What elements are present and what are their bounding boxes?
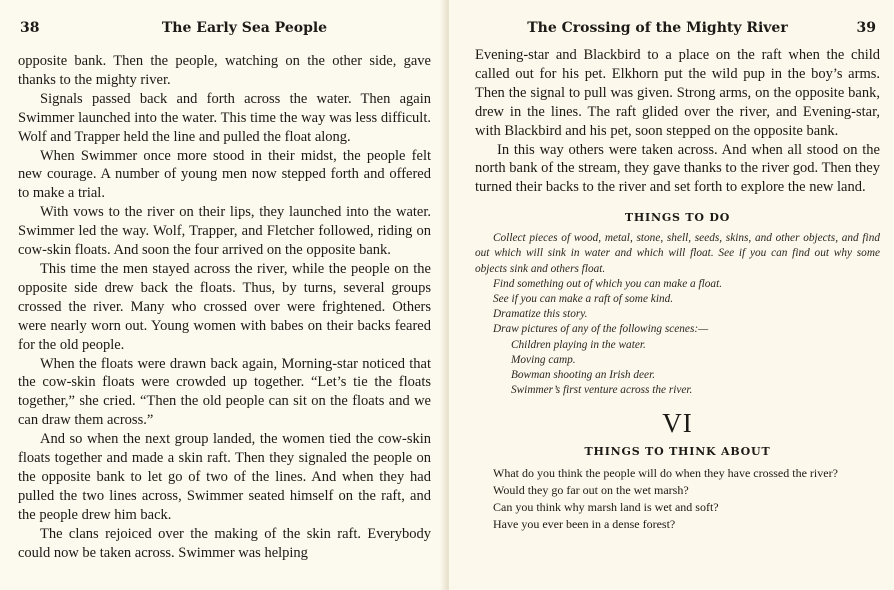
- paragraph: The clans rejoiced over the making of the skin raft. Everybody could now be taken across. Swimmer was helping: [18, 525, 431, 561]
- paragraph: opposite bank. Then the people, watching on the other side, gave thanks to the mighty river.: [18, 53, 431, 88]
- scene-item: Moving camp.: [511, 353, 576, 366]
- paragraph: This time the men stayed across the river, while the people on the opposite side drew back the floats. Thus, by turns, several groups crossed the river. Many who crossed over were frightened. Others were nearly worn out. Young women with babes on their backs feared for the old people.: [18, 260, 431, 353]
- paragraph: With vows to the river on their lips, they launched into the water. Swimmer led the way. Wolf, Trapper, and Fletcher followed, riding on cow-skin floats. And soon the four arrived on the opposite bank.: [18, 204, 431, 259]
- think-intro: What do you think the people will do when they have crossed the river?: [493, 466, 838, 481]
- left-page-header: [18, 0, 431, 38]
- paragraph: When Swimmer once more stood in their midst, the people felt new courage. A number of young men now stepped forth and offered to make a trial.: [18, 147, 431, 202]
- things-to-do-heading: THINGS TO DO: [624, 211, 731, 225]
- paragraph: When the floats were drawn back again, Morning-star noticed that the cow-skin floats were crowded up together. “Let’s tie the floats together,” she cried. “Then the old people can sit on the floats and we can draw them across.”: [18, 355, 431, 429]
- chapter-numeral: VI: [662, 408, 693, 439]
- left-body-text: [18, 52, 431, 562]
- todo-item: Find something out of which you can make a float.: [493, 277, 723, 290]
- paragraph: Evening-star and Blackbird to a place on the raft when the child called out for his pet. Elkhorn put the wild pup in the boy’s arms. Then the signal to pull was given. Strong arms, on the opposite bank, drew in the lines. The raft glided over the river, and Evening-star, with Blackbird and his pet, soon stepped on the opposite bank.: [475, 47, 880, 139]
- things-to-think-list: [475, 465, 880, 532]
- right-page-header: [475, 0, 880, 38]
- todo-intro: Collect pieces of wood, metal, stone, shell, seeds, skins, and other objects, and find out which will sink in water and which will float. See if you can find out why some objects sink and others float.: [475, 232, 880, 275]
- running-title: The Early Sea People: [161, 20, 328, 36]
- think-item: Would they go far out on the wet marsh?: [493, 483, 689, 498]
- page-number: 38: [20, 20, 40, 36]
- think-item: Can you think why marsh land is wet and soft?: [493, 500, 719, 515]
- scene-item: Bowman shooting an Irish deer.: [511, 369, 656, 382]
- paragraph: In this way others were taken across. And when all stood on the north bank of the stream, they gave thanks to the river god. Then they turned their backs to the river and set forth to explore the new land.: [475, 141, 880, 196]
- running-title: The Crossing of the Mighty River: [527, 20, 788, 36]
- things-to-do-list: [475, 231, 880, 398]
- todo-item: See if you can make a raft of some kind.: [493, 293, 674, 306]
- scene-item: Children playing in the water.: [511, 338, 646, 351]
- scene-item: Swimmer’s first venture across the river.: [511, 384, 693, 397]
- page-number: 39: [856, 20, 876, 36]
- right-page: [449, 0, 894, 590]
- right-body-text: [475, 46, 880, 197]
- todo-item: Dramatize this story.: [493, 308, 588, 321]
- paragraph: And so when the next group landed, the women tied the cow-skin floats together and made a skin raft. Then they signaled the people on the opposite bank to let go of two of the lines. And when they had pulled the two lines across, Swimmer seated himself on the raft, and the people drew him back.: [18, 431, 431, 523]
- left-page: [0, 0, 445, 590]
- todo-item: Draw pictures of any of the following scenes:—: [493, 323, 709, 336]
- things-to-think-heading: THINGS TO THINK ABOUT: [584, 445, 771, 459]
- think-item: Have you ever been in a dense forest?: [493, 516, 676, 531]
- paragraph: Signals passed back and forth across the water. Then again Swimmer launched into the water. This time the way was less difficult. Wolf and Trapper held the line and pulled the float along.: [18, 90, 431, 145]
